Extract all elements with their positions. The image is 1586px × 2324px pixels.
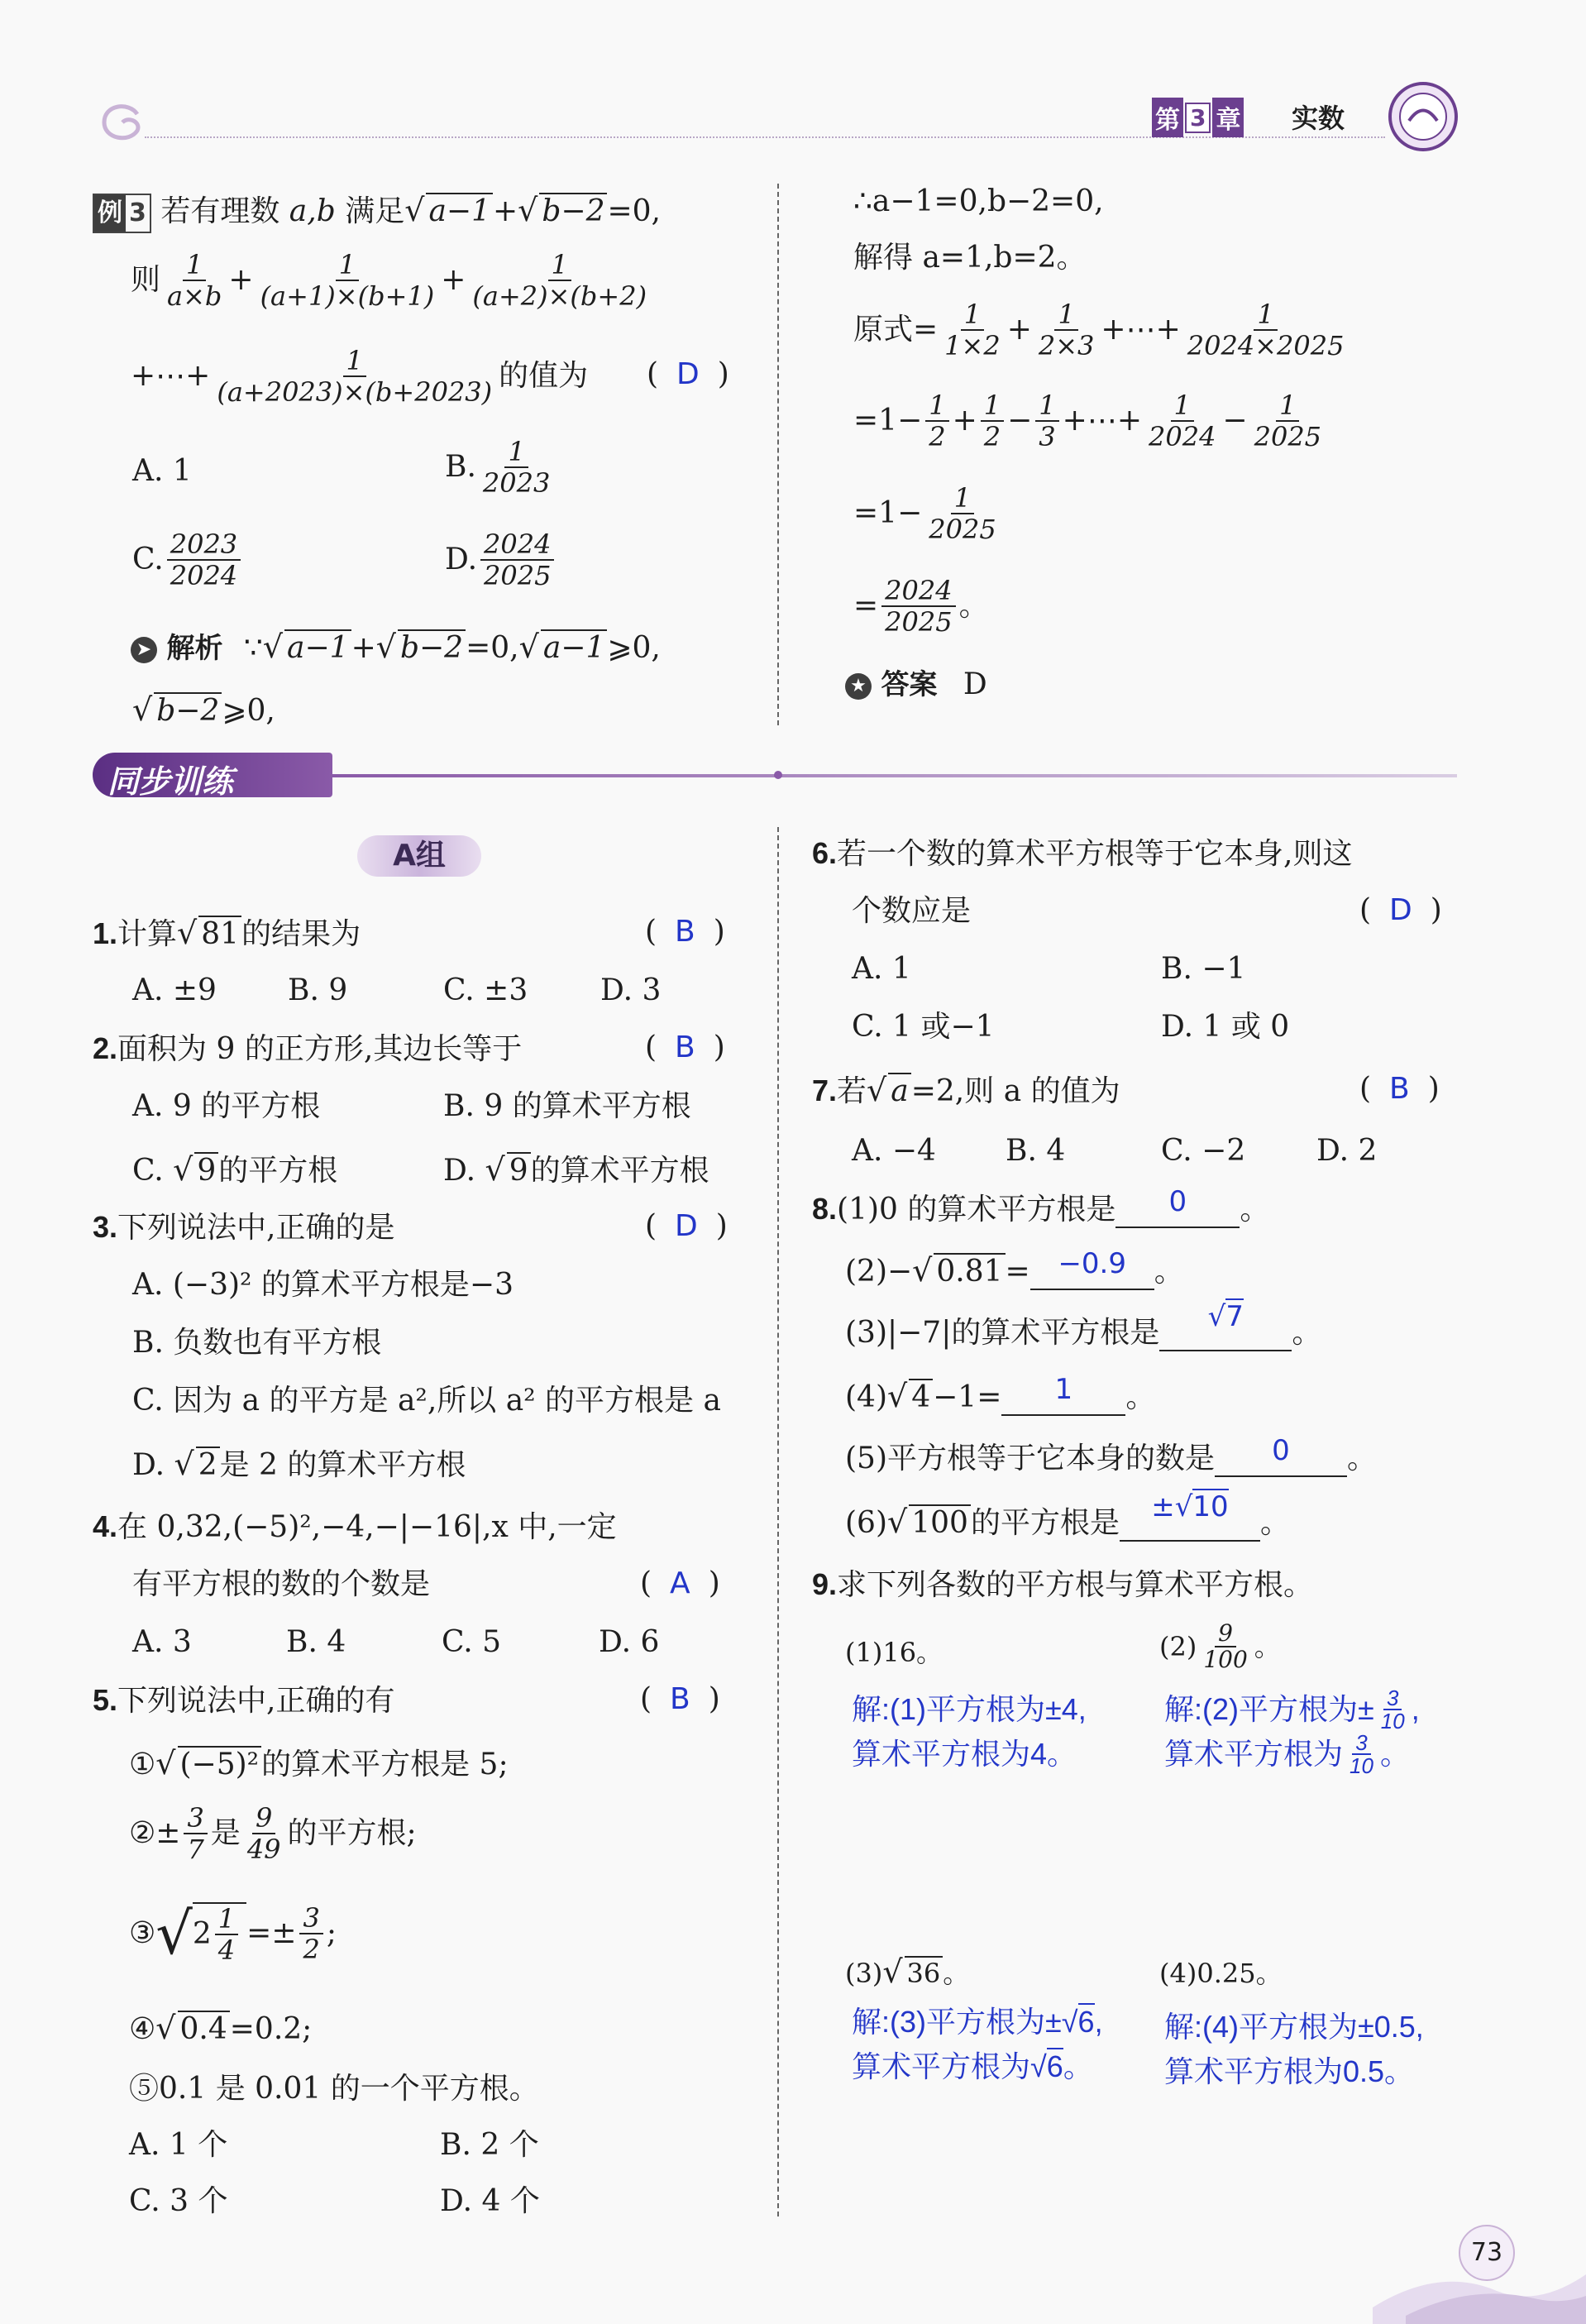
analysis-line-1: ➤ 解析 ∵√ a−1+√ b−2=0,√ a−1⩾0,	[131, 629, 661, 667]
swirl-logo-icon	[96, 98, 154, 147]
q7-option-d: D. 2	[1316, 1134, 1378, 1168]
q6-option-a: A. 1	[852, 952, 911, 986]
q7-option-c: C. −2	[1161, 1134, 1246, 1168]
q1-option-d: D. 3	[600, 973, 662, 1007]
q4-option-b: B. 4	[286, 1625, 346, 1659]
q9-part-2: (2) $\frac{9}{100}$ 。	[1159, 1619, 1281, 1673]
column-divider-bottom	[777, 827, 779, 2216]
chapter-badge: 第 3 章	[1152, 98, 1244, 137]
q4-option-d: D. 6	[599, 1625, 660, 1659]
q3-option-d: D. √ 2是 2 的算术平方根	[132, 1446, 466, 1482]
q2-answer: ( B )	[645, 1030, 725, 1064]
star-icon: ★	[845, 673, 872, 700]
q7-option-b: B. 4	[1006, 1134, 1066, 1168]
q5-option-a: A. 1 个	[129, 2128, 228, 2162]
q5-statement-5: ⑤0.1 是 0.01 的一个平方根。	[129, 2072, 539, 2106]
q5-statement-1: ①√ (−5)²的算术平方根是 5;	[129, 1745, 509, 1781]
q8-blank-2[interactable]: −0.9	[1030, 1254, 1154, 1290]
q1-option-a: A. ±9	[132, 973, 217, 1007]
q5-option-d: D. 4 个	[440, 2184, 540, 2218]
q9-handwritten-3: 解:(3)平方根为±√6, 算术平方根为√6。	[852, 2005, 1103, 2083]
q8-part-3: (3)|−7|的算术平方根是 √7 。	[845, 1300, 1322, 1350]
q8-part-4: (4)√ 4−1= 1 。	[845, 1373, 1156, 1414]
q2-option-a: A. 9 的平方根	[132, 1089, 321, 1123]
q4-answer: ( A )	[640, 1566, 720, 1600]
chapter-title: 实数	[1292, 103, 1345, 134]
example-label: 例 3	[93, 194, 151, 233]
solution-line-5: =1− $\frac{1}{2025}$	[853, 482, 996, 545]
q8-part-6: (6)√ 100的平方根是 ±√10 。	[845, 1490, 1290, 1540]
q2-stem: 2.面积为 9 的正方形,其边长等于	[93, 1031, 523, 1066]
q6-stem-line-2: 个数应是	[852, 894, 972, 928]
q5-option-c: C. 3 个	[129, 2184, 228, 2218]
q6-stem-line-1: 6.若一个数的算术平方根等于它本身,则这	[812, 836, 1353, 871]
q9-part-3: (3)√ 36。	[845, 1953, 970, 1990]
q6-option-b: B. −1	[1161, 952, 1246, 986]
example-line-2: 则 $\frac{1}{a\times b}$ + $\frac{1}{(a+1)\times(b+1)}$ + $\frac{1}{(a+2)\times(b+2)}$	[131, 249, 647, 312]
q9-part-1: (1)16。	[845, 1637, 943, 1668]
q6-answer: ( D )	[1359, 893, 1442, 927]
q4-option-c: C. 5	[442, 1625, 502, 1659]
q3-answer: ( D )	[645, 1209, 728, 1243]
example-option-a: A. 1	[132, 454, 192, 488]
solution-line-4: =1− $\frac{1}{2}$ + $\frac{1}{2}$ − $\frac{1}{3}$ +⋯+ $\frac{1}{2024}$ − $\frac{1}{2025}$	[853, 390, 1322, 452]
q5-statement-2: ②± $\frac{3}{7}$ 是 $\frac{9}{49}$ 的平方根;	[129, 1802, 417, 1865]
q8-blank-6[interactable]: ±√10	[1120, 1505, 1260, 1542]
q9-handwritten-2: 解:(2)平方根为± $\frac{3}{10}$ , 算术平方根为 $\frac{3}{10}$ 。	[1164, 1686, 1420, 1778]
q7-stem: 7.若√ a=2,则 a 的值为	[812, 1072, 1120, 1108]
example-answer-paren: ( D )	[647, 357, 729, 391]
q4-stem-line-1: 4.在 0,32,(−5)²,−4,−|−16|,x 中,一定	[93, 1509, 617, 1544]
q8-blank-4[interactable]: 1	[1001, 1380, 1125, 1416]
page-number-badge: 73	[1459, 2225, 1515, 2281]
column-divider-top	[777, 184, 779, 725]
q8-part-5: (5)平方根等于它本身的数是 0 。	[845, 1434, 1378, 1475]
q1-answer: ( B )	[645, 915, 725, 949]
q5-answer: ( B )	[640, 1682, 720, 1716]
q3-option-c: C. 因为 a 的平方是 a²,所以 a² 的平方根是 a	[132, 1384, 721, 1418]
q1-stem: 1.计算√ 81的结果为	[93, 915, 361, 951]
q7-answer: ( B )	[1359, 1072, 1440, 1106]
q3-option-b: B. 负数也有平方根	[132, 1326, 382, 1360]
solution-line-3: 原式= $\frac{1}{1\times 2}$ + $\frac{1}{2\times 3}$ +⋯+ $\frac{1}{2024\times 2025}$	[853, 299, 1345, 361]
example-option-c: C. $\frac{2023}{2024}$	[132, 529, 244, 591]
q9-part-4: (4)0.25。	[1159, 1958, 1283, 1989]
q8-part-1: 8.(1)0 的算术平方根是 0 。	[812, 1185, 1270, 1227]
q9-stem: 9.求下列各数的平方根与算术平方根。	[812, 1567, 1314, 1602]
section-title: 同步训练	[107, 763, 234, 800]
q9-handwritten-4: 解:(4)平方根为±0.5, 算术平方根为0.5。	[1164, 2010, 1424, 2088]
q6-option-d: D. 1 或 0	[1161, 1010, 1290, 1044]
q7-option-a: A. −4	[852, 1134, 936, 1168]
q9-handwritten-1: 解:(1)平方根为±4, 算术平方根为4。	[852, 1692, 1087, 1771]
analysis-line-2: √ b−2⩾0,	[132, 691, 275, 728]
q5-statement-3: ③ √ 2 $\frac{1}{4}$ =± $\frac{3}{2}$ ;	[129, 1900, 337, 1968]
q1-option-b: B. 9	[288, 973, 348, 1007]
q5-stem: 5.下列说法中,正确的有	[93, 1683, 395, 1718]
example-line-1: 例 3 若有理数 a,b 满足√ a−1+√ b−2=0,	[93, 192, 661, 233]
section-banner	[93, 753, 1457, 800]
q5-statement-4: ④√ 0.4=0.2;	[129, 2010, 313, 2046]
q8-part-2: (2)−√ 0.81= −0.9 。	[845, 1247, 1184, 1289]
q3-option-a: A. (−3)² 的算术平方根是−3	[132, 1268, 514, 1302]
q4-stem-line-2: 有平方根的数的个数是	[132, 1567, 431, 1601]
answer-line: ★ 答案 D	[845, 667, 987, 703]
example-option-b: B. $\frac{1}{2023}$	[445, 436, 551, 499]
q1-option-c: C. ±3	[443, 973, 528, 1007]
q2-option-d: D. √ 9的算术平方根	[443, 1151, 709, 1188]
q4-option-a: A. 3	[132, 1625, 192, 1659]
q8-blank-3[interactable]: √7	[1159, 1315, 1292, 1351]
q2-option-b: B. 9 的算术平方根	[443, 1089, 691, 1123]
example-line-3: +⋯+ $\frac{1}{(a+2023)\times(b+2023)}$ 的值为	[131, 345, 589, 408]
group-label: A组	[357, 835, 481, 877]
q5-option-b: B. 2 个	[440, 2128, 539, 2162]
q8-blank-1[interactable]: 0	[1115, 1192, 1240, 1228]
q6-option-c: C. 1 或−1	[852, 1010, 995, 1044]
q8-blank-5[interactable]: 0	[1215, 1441, 1347, 1477]
solution-line-2: 解得 a=1,b=2。	[853, 241, 1087, 275]
solution-line-6: = $\frac{2024}{2025}$ 。	[853, 575, 989, 638]
solution-line-1: ∴a−1=0,b−2=0,	[853, 184, 1104, 218]
q2-option-c: C. √ 9的平方根	[132, 1151, 338, 1188]
publisher-seal-icon	[1386, 79, 1460, 154]
q3-stem: 3.下列说法中,正确的是	[93, 1210, 395, 1245]
arrow-right-icon: ➤	[131, 637, 157, 663]
example-option-d: D. $\frac{2024}{2025}$	[445, 529, 557, 591]
